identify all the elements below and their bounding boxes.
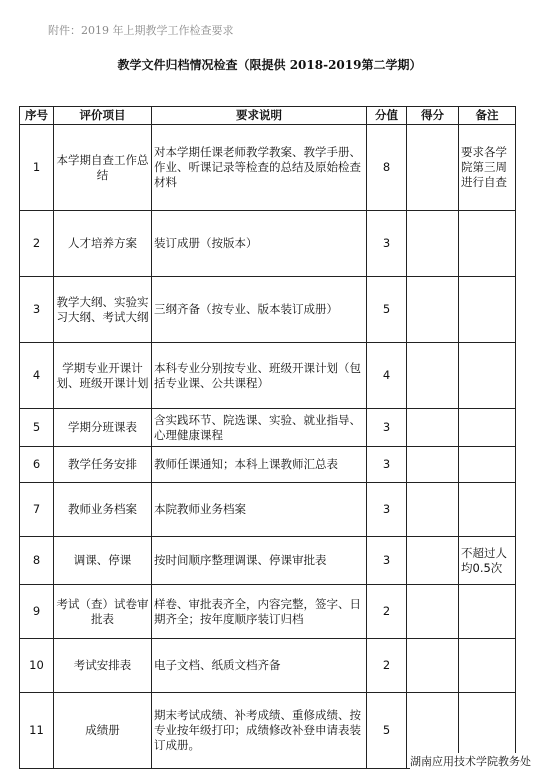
row-item: 学期分班课表	[54, 409, 152, 447]
row-note	[459, 447, 516, 483]
column-header-item: 评价项目	[54, 107, 152, 125]
row-item: 成绩册	[54, 693, 152, 769]
inspection-table	[19, 106, 516, 769]
table-row	[20, 211, 516, 277]
footer-org: 湖南应用技术学院教务处	[410, 755, 531, 768]
row-note: 要求各学院第三周进行自查	[459, 125, 516, 211]
row-item: 调课、停课	[54, 537, 152, 585]
row-description: 装订成册（按版本）	[152, 211, 367, 277]
table-row	[20, 585, 516, 639]
row-item: 教师业务档案	[54, 483, 152, 537]
table-row	[20, 409, 516, 447]
row-number: 6	[20, 447, 54, 483]
table-row	[20, 483, 516, 537]
row-item: 考试安排表	[54, 639, 152, 693]
row-score: 5	[367, 277, 407, 343]
row-number: 2	[20, 211, 54, 277]
row-got	[407, 409, 459, 447]
row-got	[407, 277, 459, 343]
column-header-got: 得分	[407, 107, 459, 125]
row-note	[459, 211, 516, 277]
row-note	[459, 585, 516, 639]
row-item: 教学大纲、实验实习大纲、考试大纲	[54, 277, 152, 343]
row-number: 3	[20, 277, 54, 343]
row-score: 3	[367, 409, 407, 447]
row-got	[407, 639, 459, 693]
row-score: 5	[367, 693, 407, 769]
row-got	[407, 585, 459, 639]
row-description: 三纲齐备（按专业、版本装订成册）	[152, 277, 367, 343]
row-number: 7	[20, 483, 54, 537]
table-row	[20, 537, 516, 585]
row-description: 期末考试成绩、补考成绩、重修成绩、按专业按年级打印；成绩修改补登申请表装订成册。	[152, 693, 367, 769]
row-description: 含实践环节、院选课、实验、就业指导、心理健康课程	[152, 409, 367, 447]
column-header-no: 序号	[20, 107, 54, 125]
table-row	[20, 125, 516, 211]
row-number: 1	[20, 125, 54, 211]
row-number: 10	[20, 639, 54, 693]
row-score: 3	[367, 447, 407, 483]
row-item: 学期专业开课计划、班级开课计划	[54, 343, 152, 409]
row-description: 本院教师业务档案	[152, 483, 367, 537]
attachment-label: 附件：2019 年上期教学工作检查要求	[48, 24, 234, 37]
row-score: 8	[367, 125, 407, 211]
row-item: 本学期自查工作总结	[54, 125, 152, 211]
row-number: 9	[20, 585, 54, 639]
row-score: 3	[367, 537, 407, 585]
row-score: 4	[367, 343, 407, 409]
column-header-score: 分值	[367, 107, 407, 125]
row-note	[459, 639, 516, 693]
row-got	[407, 125, 459, 211]
row-item: 教学任务安排	[54, 447, 152, 483]
row-item: 人才培养方案	[54, 211, 152, 277]
table-row	[20, 639, 516, 693]
table-row	[20, 447, 516, 483]
row-score: 2	[367, 585, 407, 639]
row-description: 样卷、审批表齐全，内容完整，签字、日期齐全；按年度顺序装订归档	[152, 585, 367, 639]
row-number: 4	[20, 343, 54, 409]
row-got	[407, 343, 459, 409]
column-header-note: 备注	[459, 107, 516, 125]
row-number: 11	[20, 693, 54, 769]
row-got	[407, 537, 459, 585]
row-description: 电子文档、纸质文档齐备	[152, 639, 367, 693]
row-item: 考试（查）试卷审批表	[54, 585, 152, 639]
row-note	[459, 409, 516, 447]
row-score: 2	[367, 639, 407, 693]
row-description: 按时间顺序整理调课、停课审批表	[152, 537, 367, 585]
row-note	[459, 343, 516, 409]
row-got	[407, 447, 459, 483]
row-description: 本科专业分别按专业、班级开课计划（包括专业课、公共课程）	[152, 343, 367, 409]
row-got	[407, 483, 459, 537]
row-note: 不超过人均0.5次	[459, 537, 516, 585]
row-score: 3	[367, 211, 407, 277]
row-got	[407, 211, 459, 277]
table-header-row	[20, 107, 516, 125]
row-score: 3	[367, 483, 407, 537]
column-header-desc: 要求说明	[152, 107, 367, 125]
row-number: 5	[20, 409, 54, 447]
row-description: 教师任课通知；本科上课教师汇总表	[152, 447, 367, 483]
document-title: 教学文件归档情况检查（限提供 2018-2019第二学期）	[117, 58, 422, 72]
row-number: 8	[20, 537, 54, 585]
row-description: 对本学期任课老师教学教案、教学手册、作业、听课记录等检查的总结及原始检查材料	[152, 125, 367, 211]
table-row	[20, 277, 516, 343]
row-note	[459, 483, 516, 537]
table-row	[20, 343, 516, 409]
row-note	[459, 277, 516, 343]
